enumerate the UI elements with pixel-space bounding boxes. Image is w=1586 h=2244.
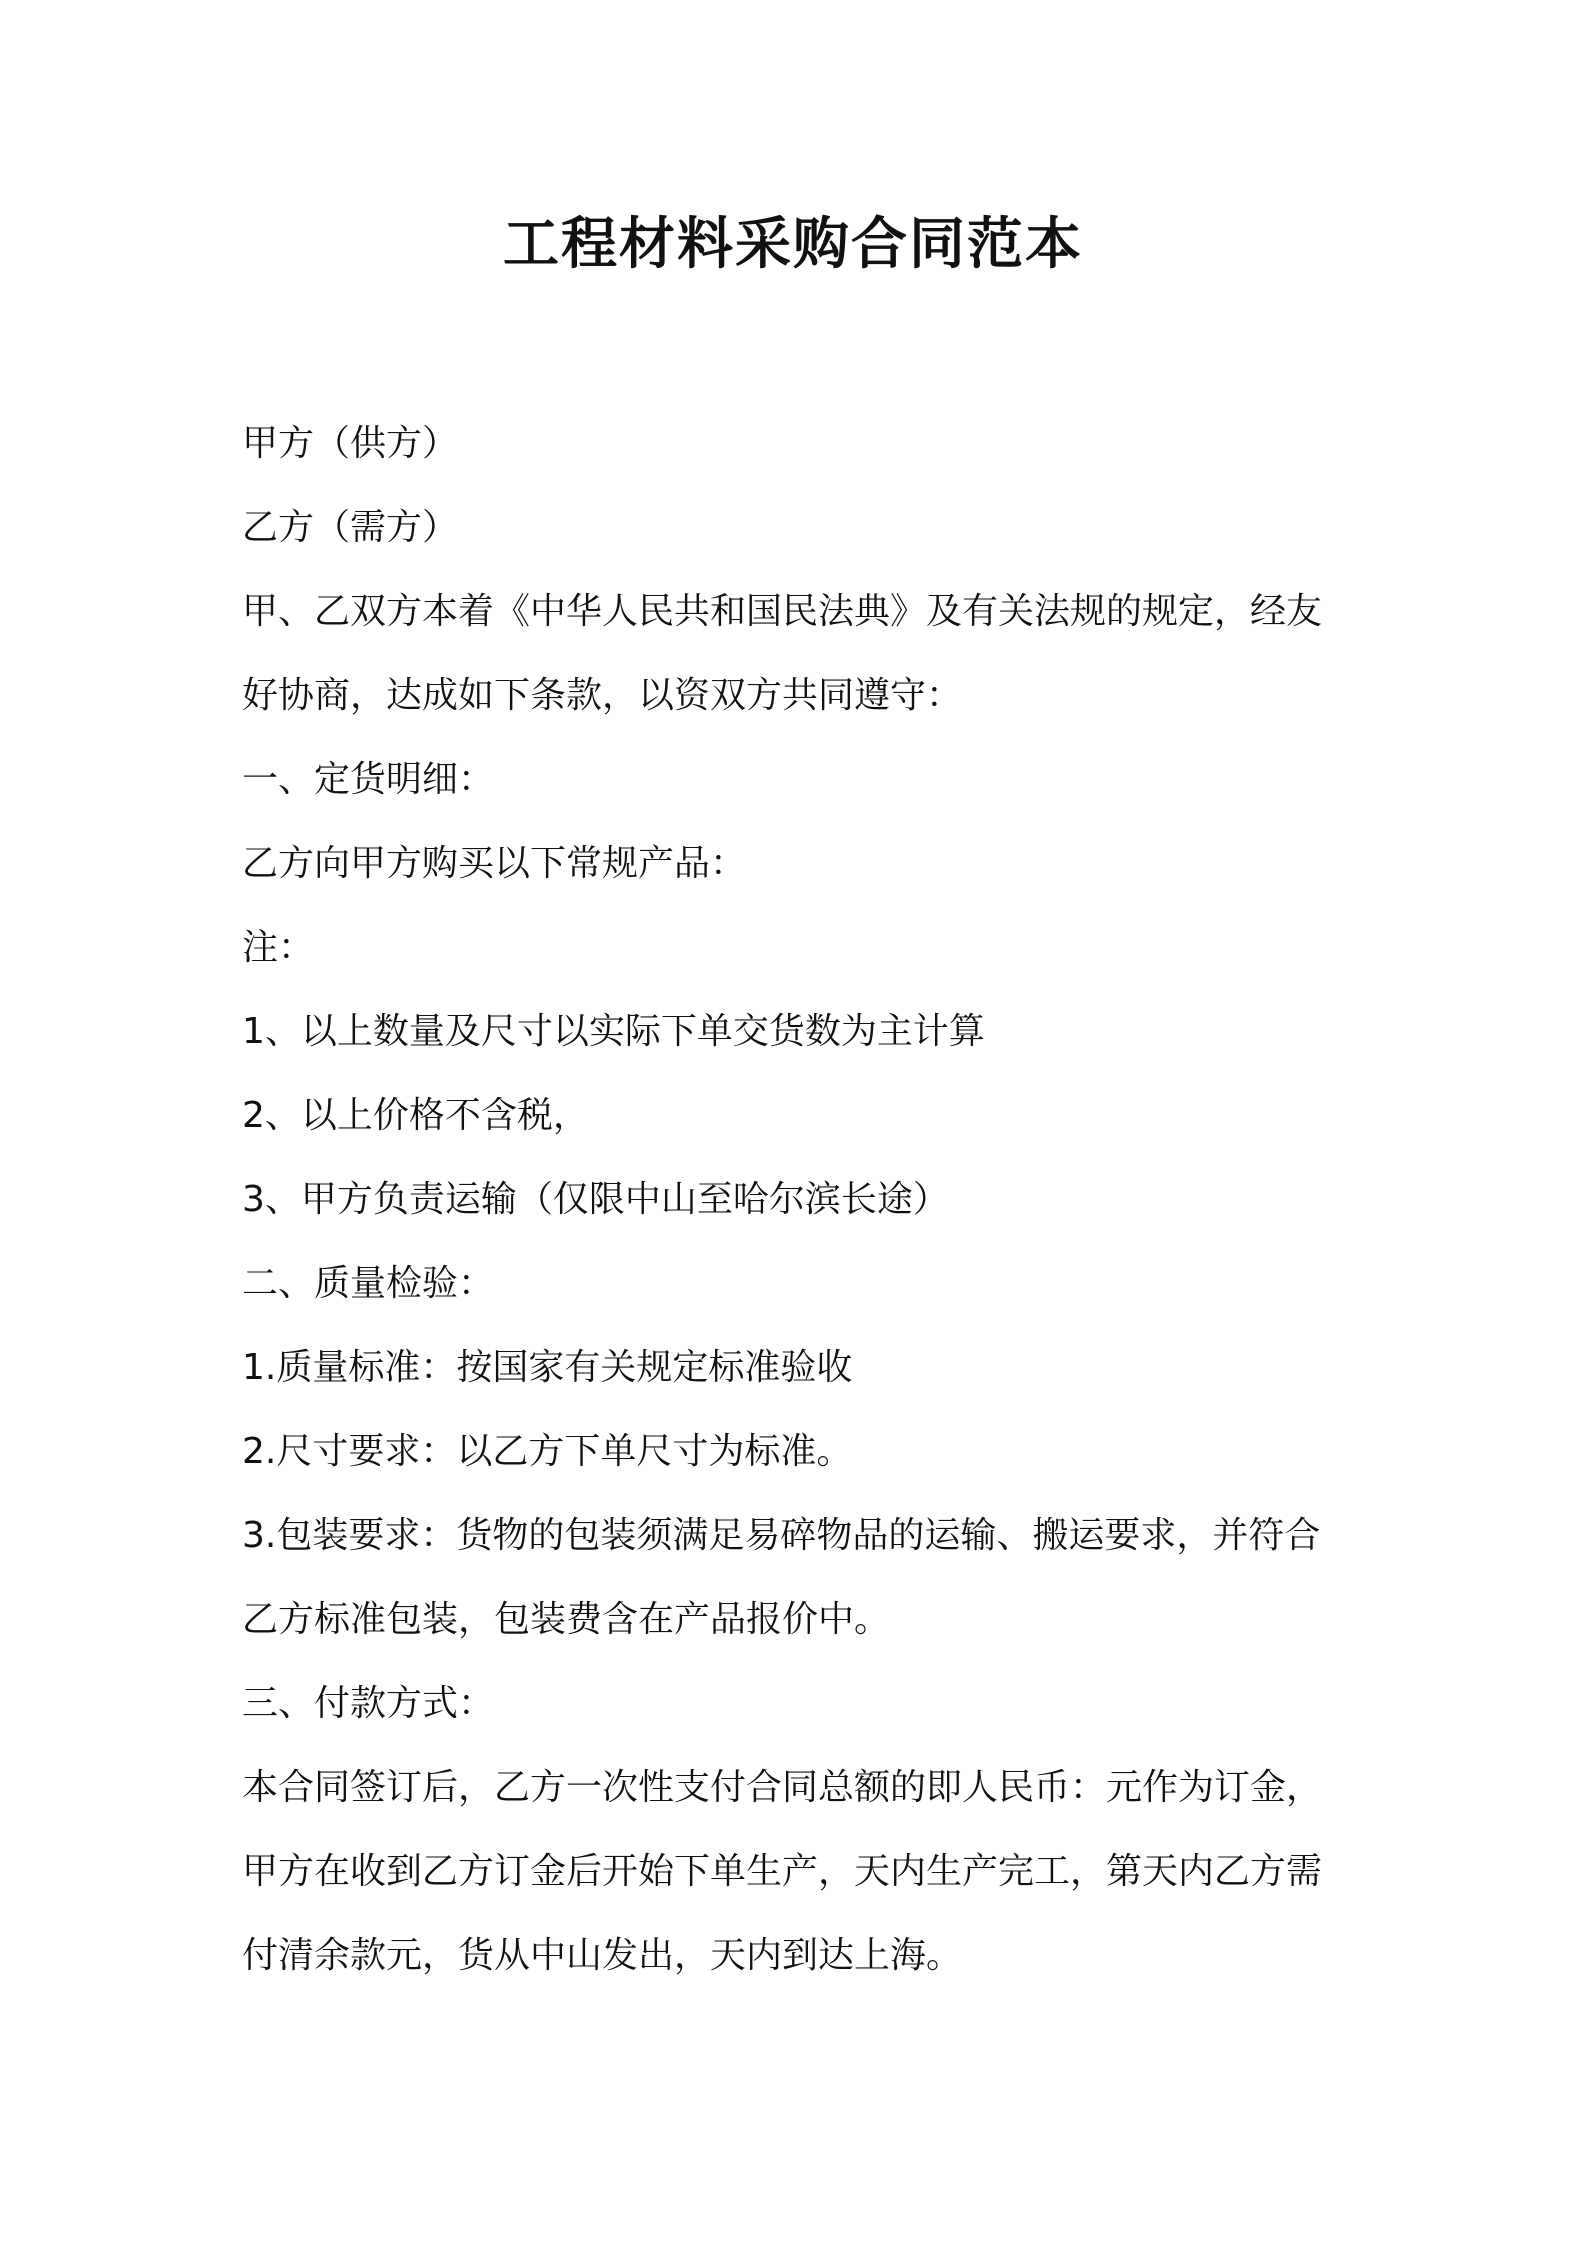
order-details-text: 乙方向甲方购买以下常规产品： bbox=[242, 843, 747, 884]
payment-text-line-1: 本合同签订后，乙方一次性支付合同总额的即人民币：元作为订金， bbox=[242, 1767, 1323, 1808]
quality-item-3-line-2: 乙方标准包装，包装费含在产品报价中。 bbox=[242, 1599, 891, 1640]
section-heading-order-details: 一、定货明细： bbox=[242, 759, 495, 800]
note-item-1: 1、以上数量及尺寸以实际下单交货数为主计算 bbox=[242, 1011, 985, 1052]
quality-item-2: 2.尺寸要求：以乙方下单尺寸为标准。 bbox=[242, 1431, 853, 1472]
note-item-3: 3、甲方负责运输（仅限中山至哈尔滨长途） bbox=[242, 1179, 949, 1220]
note-item-2: 2、以上价格不含税， bbox=[242, 1095, 589, 1136]
preamble-line-2: 好协商，达成如下条款，以资双方共同遵守： bbox=[242, 675, 963, 716]
document-title: 工程材料采购合同范本 bbox=[503, 212, 1083, 277]
payment-text-line-3: 付清余款元，货从中山发出，天内到达上海。 bbox=[242, 1935, 963, 1976]
document-body bbox=[242, 402, 1362, 1998]
party-a-line: 甲方（供方） bbox=[242, 423, 459, 464]
note-label: 注： bbox=[242, 927, 315, 968]
quality-item-3-line-1: 3.包装要求：货物的包装须满足易碎物品的运输、搬运要求，并符合 bbox=[242, 1515, 1321, 1556]
section-heading-payment-method: 三、付款方式： bbox=[242, 1683, 495, 1724]
quality-item-1: 1.质量标准：按国家有关规定标准验收 bbox=[242, 1347, 853, 1388]
preamble-line-1: 甲、乙双方本着《中华人民共和国民法典》及有关法规的规定，经友 bbox=[242, 591, 1323, 632]
section-heading-quality-inspection: 二、质量检验： bbox=[242, 1263, 495, 1304]
payment-text-line-2: 甲方在收到乙方订金后开始下单生产，天内生产完工，第天内乙方需 bbox=[242, 1851, 1323, 1892]
party-b-line: 乙方（需方） bbox=[242, 507, 459, 548]
